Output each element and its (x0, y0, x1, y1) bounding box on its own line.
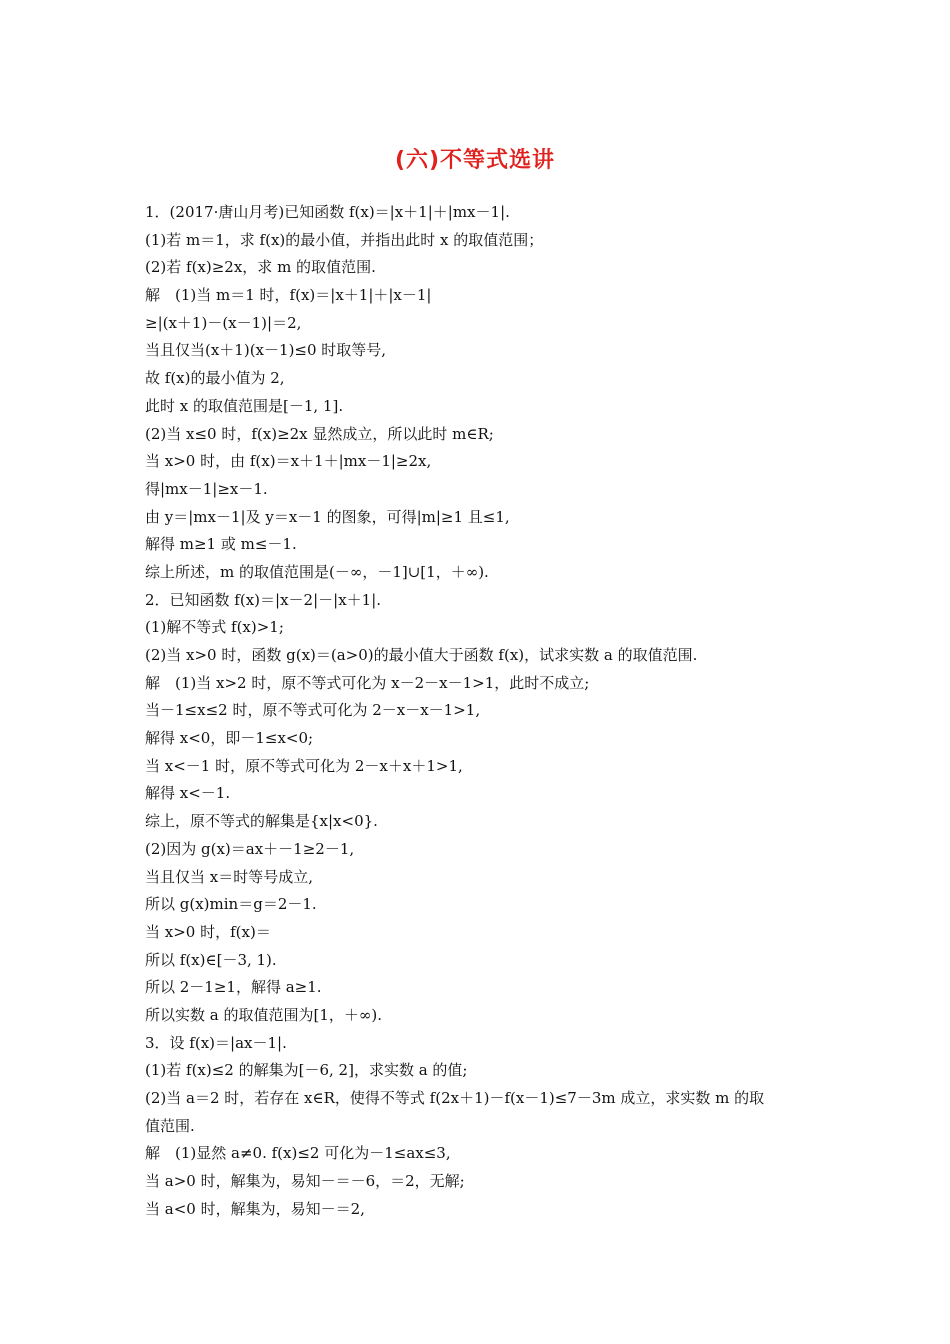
text-line: 当且仅当 x＝时等号成立, (145, 867, 313, 886)
text-line: 当 a<0 时，解集为，易知－＝2, (145, 1199, 365, 1218)
text-line: 故 f(x)的最小值为 2, (145, 369, 285, 388)
text-line: 3．设 f(x)＝|ax－1|. (145, 1033, 287, 1052)
text-line: (2)当 a＝2 时，若存在 x∈R，使得不等式 f(2x＋1)－f(x－1)≤7－3m 成立，求实数 m 的取 (145, 1089, 765, 1107)
text-line: 解得 x<0，即－1≤x<0; (145, 729, 314, 748)
text-line: 当 x>0 时，f(x)＝ (145, 922, 271, 941)
page-title: (六)不等式选讲 (394, 148, 556, 173)
text-line: 当且仅当(x＋1)(x－1)≤0 时取等号, (145, 341, 387, 360)
text-line: 当 a>0 时，解集为，易知－＝－6，＝2，无解; (145, 1172, 465, 1191)
text-line: 当 x>0 时，由 f(x)＝x＋1＋|mx－1|≥2x, (145, 452, 432, 471)
text-line: 所以 f(x)∈[－3, 1). (145, 950, 277, 969)
text-line: 解 (1)当 x>2 时，原不等式可化为 x－2－x－1>1，此时不成立; (145, 673, 590, 692)
text-line: 解 (1)当 m＝1 时，f(x)＝|x＋1|＋|x－1| (145, 286, 432, 305)
text-line: (2)当 x≤0 时，f(x)≥2x 显然成立，所以此时 m∈R; (145, 424, 494, 443)
text-line: 所以实数 a 的取值范围为[1，＋∞). (145, 1005, 382, 1024)
text-line: 综上，原不等式的解集是{x|x<0}. (145, 812, 378, 831)
text-line: 综上所述，m 的取值范围是(－∞，－1]∪[1，＋∞). (145, 562, 489, 581)
text-line: (1)解不等式 f(x)>1; (145, 618, 284, 637)
text-line: (1)若 m＝1，求 f(x)的最小值，并指出此时 x 的取值范围； (145, 230, 544, 249)
text-line: 当 x<－1 时，原不等式可化为 2－x＋x＋1>1, (145, 756, 463, 775)
text-line: 所以 2－1≥1，解得 a≥1. (145, 978, 322, 997)
document-body (145, 199, 815, 1223)
text-line: (1)若 f(x)≤2 的解集为[－6, 2]，求实数 a 的值; (145, 1061, 468, 1080)
text-line: (2)因为 g(x)＝ax＋－1≥2－1, (145, 839, 355, 858)
text-line: 当－1≤x≤2 时，原不等式可化为 2－x－x－1>1, (145, 701, 481, 720)
text-line: 此时 x 的取值范围是[－1, 1]. (145, 396, 344, 415)
text-line: 解得 m≥1 或 m≤－1. (145, 535, 297, 554)
text-line: 由 y＝|mx－1|及 y＝x－1 的图象，可得|m|≥1 且≤1, (145, 507, 510, 526)
text-line: ≥|(x＋1)－(x－1)|＝2, (145, 313, 302, 332)
text-line: (2)若 f(x)≥2x，求 m 的取值范围. (145, 258, 376, 277)
text-line: 解 (1)显然 a≠0. f(x)≤2 可化为－1≤ax≤3, (145, 1144, 451, 1163)
text-line: 1．(2017·唐山月考)已知函数 f(x)＝|x＋1|＋|mx－1|. (145, 203, 510, 221)
text-line: (2)当 x>0 时，函数 g(x)＝(a>0)的最小值大于函数 f(x)，试求实数 a 的取值范围. (145, 646, 698, 664)
text-line: 值范围. (145, 1116, 195, 1135)
text-line: 解得 x<－1. (145, 784, 231, 803)
text-line: 得|mx－1|≥x－1. (145, 479, 268, 498)
text-line: 2．已知函数 f(x)＝|x－2|－|x＋1|. (145, 590, 382, 609)
text-line: 所以 g(x)min＝g＝2－1. (145, 895, 317, 914)
